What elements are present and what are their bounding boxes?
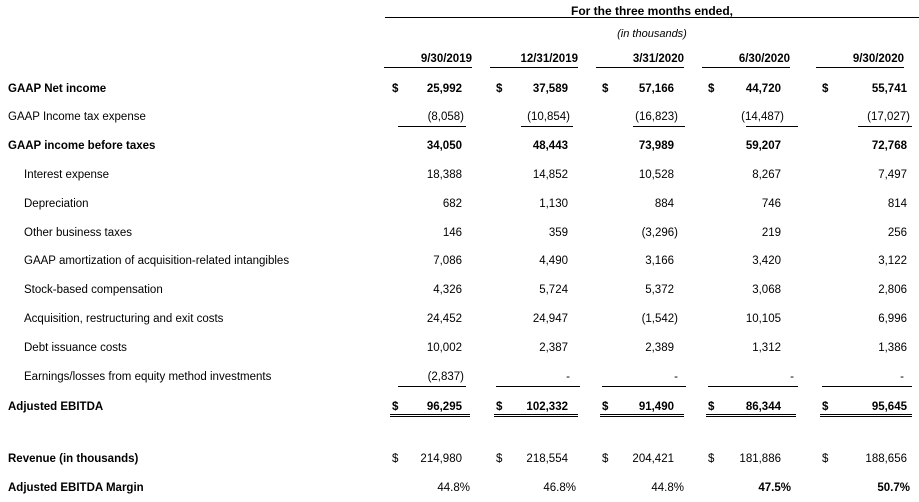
- cell-value: 8,267: [752, 169, 781, 181]
- cell-value: 218,554: [526, 453, 568, 465]
- cell-value: 44.8%: [651, 482, 684, 494]
- table-row-adjusted-ebitda: [0, 401, 919, 421]
- cell-value: 3,122: [878, 255, 907, 267]
- total-double-rule: [820, 414, 912, 417]
- cell-value: 359: [548, 227, 568, 239]
- row-label: GAAP income before taxes: [8, 140, 156, 152]
- cell-value: 814: [887, 198, 907, 210]
- row-label: Adjusted EBITDA: [8, 401, 104, 413]
- cell-value: 96,295: [426, 401, 462, 413]
- table-row-debt-issuance: [0, 342, 919, 362]
- cell-value: 72,768: [871, 140, 907, 152]
- cell-value: 7,497: [878, 169, 907, 181]
- table-row-income-before-taxes: [0, 140, 919, 160]
- subtotal-rule: [398, 126, 466, 127]
- subtotal-rule: [398, 386, 466, 387]
- table-row-depreciation: [0, 198, 919, 218]
- subtotal-rule: [633, 126, 685, 127]
- cell-value: 10,105: [745, 313, 781, 325]
- cell-value: -: [674, 371, 678, 383]
- cell-value: 10,528: [638, 169, 674, 181]
- total-double-rule: [600, 414, 684, 417]
- cell-value: (16,823): [635, 111, 678, 123]
- table-row-interest-expense: [0, 169, 919, 189]
- subtotal-rule: [496, 386, 580, 387]
- currency-symbol: $: [392, 83, 399, 95]
- subtotal-rule: [746, 126, 798, 127]
- cell-value: 48,443: [532, 140, 568, 152]
- cell-value: 5,724: [539, 284, 568, 296]
- header-rule: [385, 17, 919, 18]
- cell-value: 3,166: [645, 255, 674, 267]
- row-label: Earnings/losses from equity method investments: [24, 371, 272, 383]
- cell-value: 24,947: [532, 313, 568, 325]
- column-header-6-30-2020: 6/30/2020: [702, 53, 790, 68]
- cell-value: 2,389: [645, 342, 674, 354]
- table-row-gaap-net-income: [0, 83, 919, 103]
- row-label: Depreciation: [24, 198, 89, 210]
- cell-value: 34,050: [426, 140, 462, 152]
- cell-value: (14,487): [741, 111, 784, 123]
- total-double-rule: [706, 414, 796, 417]
- subtotal-rule: [708, 386, 798, 387]
- cell-value: 37,589: [532, 83, 568, 95]
- table-row-ebitda-margin: [0, 482, 919, 502]
- currency-symbol: $: [602, 83, 609, 95]
- row-label: Other business taxes: [24, 227, 133, 239]
- currency-symbol: $: [708, 401, 715, 413]
- table-row-revenue: [0, 453, 919, 473]
- table-title: For the three months ended,: [570, 4, 733, 18]
- row-label: GAAP Income tax expense: [8, 111, 146, 123]
- cell-value: 73,989: [638, 140, 674, 152]
- cell-value: 2,387: [539, 342, 568, 354]
- currency-symbol: $: [496, 83, 503, 95]
- cell-value: 3,068: [752, 284, 781, 296]
- cell-value: 219: [761, 227, 781, 239]
- currency-symbol: $: [822, 83, 829, 95]
- cell-value: 204,421: [632, 453, 674, 465]
- cell-value: 102,332: [526, 401, 568, 413]
- cell-value: 14,852: [532, 169, 568, 181]
- cell-value: 6,996: [878, 313, 907, 325]
- table-row-acquisition-costs: [0, 313, 919, 333]
- subtotal-rule: [521, 126, 573, 127]
- cell-value: (3,296): [641, 227, 678, 239]
- currency-symbol: $: [822, 401, 829, 413]
- cell-value: 2,806: [878, 284, 907, 296]
- cell-value: 91,490: [638, 401, 674, 413]
- cell-value: 746: [761, 198, 781, 210]
- currency-symbol: $: [602, 401, 609, 413]
- currency-symbol: $: [496, 453, 503, 465]
- currency-symbol: $: [708, 83, 715, 95]
- subtotal-rule: [602, 386, 686, 387]
- cell-value: 214,980: [420, 453, 462, 465]
- cell-value: -: [566, 371, 570, 383]
- cell-value: 3,420: [752, 255, 781, 267]
- cell-value: 1,386: [878, 342, 907, 354]
- cell-value: 47.5%: [758, 482, 791, 494]
- cell-value: 5,372: [645, 284, 674, 296]
- cell-value: 59,207: [745, 140, 781, 152]
- cell-value: 44.8%: [437, 482, 470, 494]
- cell-value: 188,656: [865, 453, 907, 465]
- column-header-9-30-2020: 9/30/2020: [816, 53, 904, 68]
- currency-symbol: $: [822, 453, 829, 465]
- subtotal-rule: [858, 126, 912, 127]
- subtotal-rule: [822, 386, 912, 387]
- cell-value: 256: [887, 227, 907, 239]
- cell-value: 46.8%: [543, 482, 576, 494]
- column-header-3-31-2020: 3/31/2020: [596, 53, 684, 68]
- currency-symbol: $: [496, 401, 503, 413]
- table-row-income-tax-expense: [0, 111, 919, 131]
- column-header-12-31-2019: 12/31/2019: [490, 53, 578, 68]
- column-header-9-30-2019: 9/30/2019: [384, 53, 472, 68]
- cell-value: 146: [442, 227, 462, 239]
- cell-value: 57,166: [638, 83, 674, 95]
- cell-value: 10,002: [426, 342, 462, 354]
- cell-value: (17,027): [867, 111, 910, 123]
- table-row-equity-method: [0, 371, 919, 391]
- row-label: GAAP amortization of acquisition-related intangibles: [24, 255, 290, 267]
- row-label: Debt issuance costs: [24, 342, 127, 354]
- cell-value: 4,326: [433, 284, 462, 296]
- cell-value: (1,542): [641, 313, 678, 325]
- row-label: GAAP Net income: [8, 83, 107, 95]
- cell-value: 4,490: [539, 255, 568, 267]
- cell-value: 86,344: [745, 401, 781, 413]
- total-double-rule: [390, 414, 470, 417]
- cell-value: 55,741: [871, 83, 907, 95]
- row-label: Acquisition, restructuring and exit costs: [24, 313, 224, 325]
- cell-value: -: [790, 371, 794, 383]
- cell-value: 7,086: [433, 255, 462, 267]
- cell-value: 50.7%: [877, 482, 910, 494]
- total-double-rule: [494, 414, 578, 417]
- cell-value: 95,645: [871, 401, 907, 413]
- cell-value: 1,130: [539, 198, 568, 210]
- row-label: Interest expense: [24, 169, 110, 181]
- table-subtitle: (in thousands): [617, 28, 687, 40]
- cell-value: -: [900, 371, 904, 383]
- currency-symbol: $: [392, 453, 399, 465]
- currency-symbol: $: [602, 453, 609, 465]
- cell-value: 682: [442, 198, 462, 210]
- row-label: Revenue (in thousands): [8, 453, 139, 465]
- row-label: Adjusted EBITDA Margin: [8, 482, 144, 494]
- cell-value: 25,992: [426, 83, 462, 95]
- cell-value: 24,452: [426, 313, 462, 325]
- table-row-stock-compensation: [0, 284, 919, 304]
- cell-value: 18,388: [426, 169, 462, 181]
- cell-value: 1,312: [752, 342, 781, 354]
- table-row-amortization: [0, 255, 919, 275]
- cell-value: (10,854): [527, 111, 570, 123]
- currency-symbol: $: [392, 401, 399, 413]
- row-label: Stock-based compensation: [24, 284, 163, 296]
- cell-value: 44,720: [745, 83, 781, 95]
- table-row-other-business-taxes: [0, 227, 919, 247]
- cell-value: (8,058): [427, 111, 464, 123]
- cell-value: (2,837): [427, 371, 464, 383]
- currency-symbol: $: [708, 453, 715, 465]
- cell-value: 884: [654, 198, 674, 210]
- cell-value: 181,886: [739, 453, 781, 465]
